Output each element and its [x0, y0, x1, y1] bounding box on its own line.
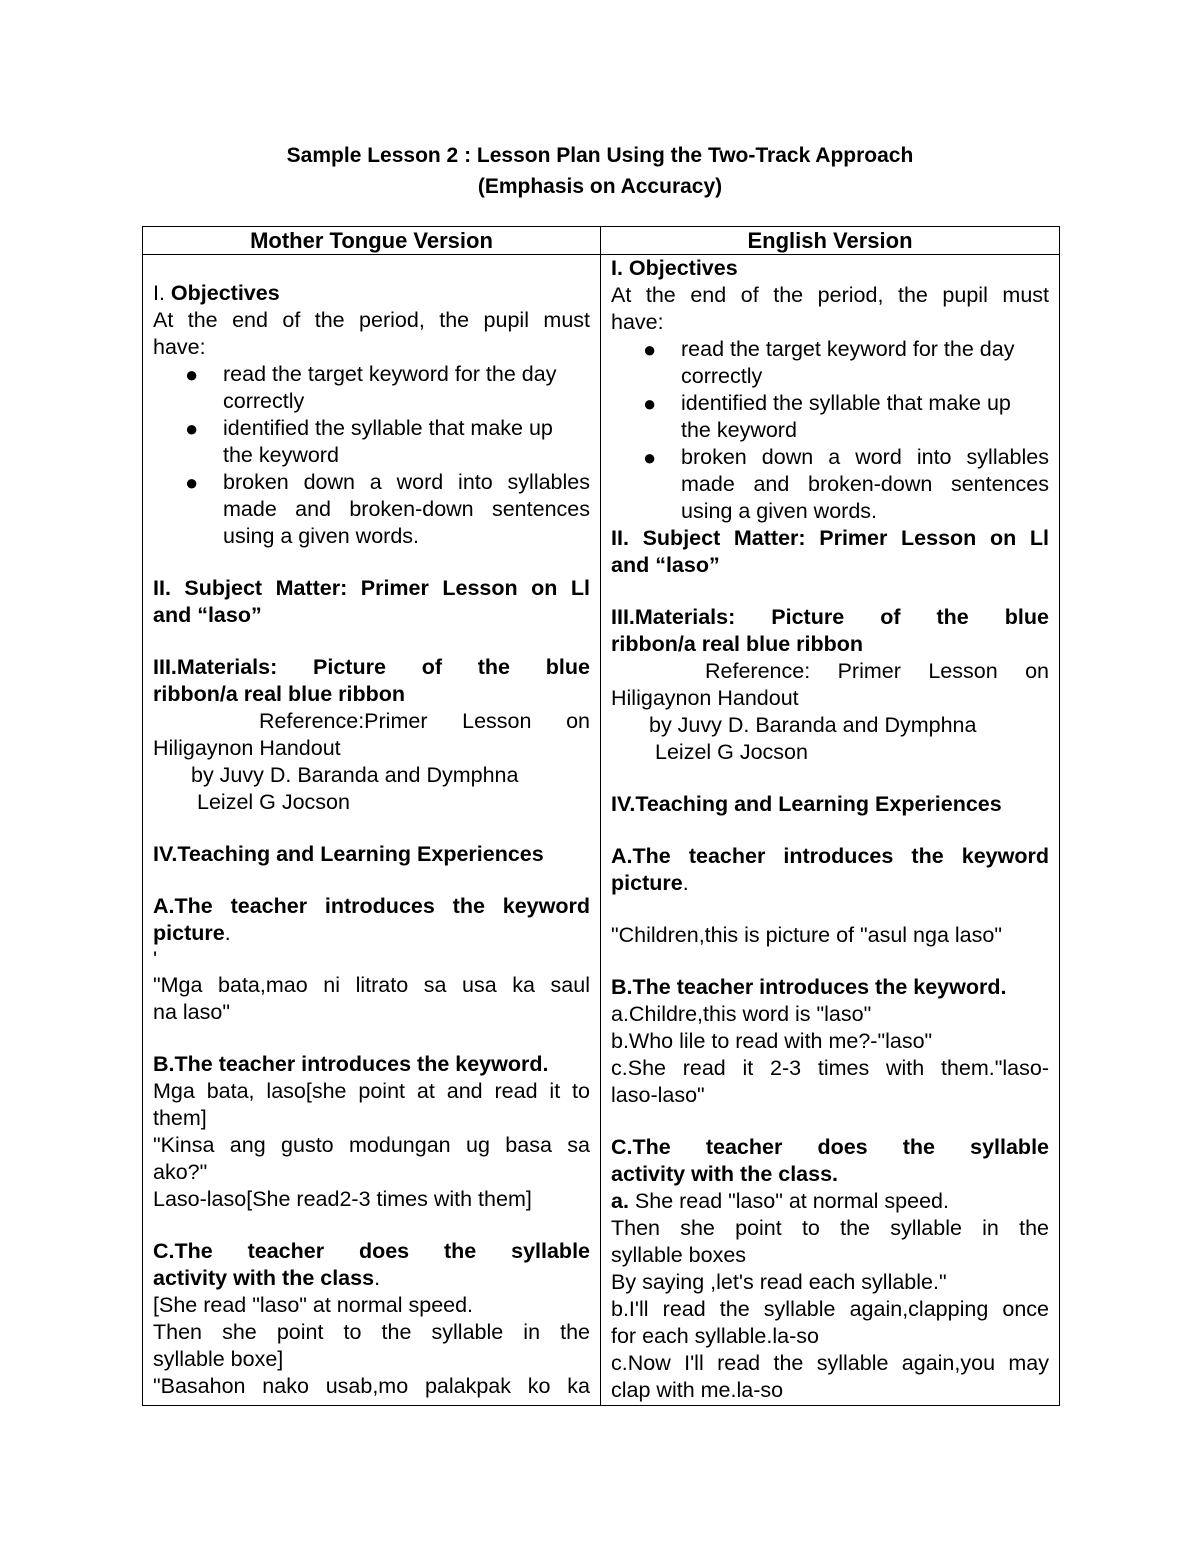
bullet-icon: ●	[643, 337, 657, 362]
right-section-b-line2: b.Who lile to read with me?-"laso"	[611, 1029, 933, 1053]
mother-tongue-cell	[143, 255, 601, 1406]
right-section-b-line1: a.Childre,this word is "laso"	[611, 1002, 872, 1026]
right-subject-matter-line1: II. Subject Matter: Primer Lesson on Ll	[611, 526, 1049, 550]
right-reference-line3: by Juvy D. Baranda and Dymphna	[649, 713, 977, 737]
list-item	[643, 444, 1049, 525]
list-item	[643, 390, 1049, 444]
left-section-a-dot: .	[224, 921, 231, 945]
left-section-c-dot: .	[374, 1266, 381, 1290]
right-reference-line1: Reference: Primer Lesson on	[705, 659, 1049, 683]
title-line-1: Sample Lesson 2 : Lesson Plan Using the Two-Track Approach	[286, 144, 914, 167]
right-section-a-quote: "Children,this is picture of "asul nga laso"	[611, 923, 1002, 947]
left-section-b-line4: ako?"	[153, 1160, 208, 1184]
left-section-c-line4: "Basahon nako usab,mo palakpak ko ka	[153, 1374, 590, 1398]
left-obj-title: Objectives	[170, 281, 280, 305]
list-item	[185, 469, 590, 550]
left-section-a-quote-line1: "Mga bata,mao ni litrato sa usa ka saul	[153, 973, 590, 997]
right-section-c-line2: Then she point to the syllable in the	[611, 1216, 1049, 1240]
left-section-a-title-line2	[153, 920, 590, 947]
left-reference-line1: Reference:Primer Lesson on	[259, 709, 590, 733]
left-objectives-heading	[153, 280, 590, 307]
right-section-b-title: B.The teacher introduces the keyword.	[611, 975, 1007, 999]
left-reference-line2: Hiligaynon Handout	[153, 736, 341, 760]
bullet-line: identified the syllable that make up	[223, 416, 553, 440]
right-section-c-line4: By saying ,let's read each syllable."	[611, 1270, 947, 1294]
document-title	[0, 140, 1200, 202]
right-section-b-line3: c.She read it 2-3 times with them."laso-	[611, 1056, 1049, 1080]
title-line-2: (Emphasis on Accuracy)	[477, 175, 723, 198]
right-reference-line2: Hiligaynon Handout	[611, 686, 799, 710]
list-item	[185, 415, 590, 469]
left-obj-prefix: I.	[153, 281, 171, 305]
bullet-line: broken down a word into syllables	[681, 445, 1049, 469]
left-materials-line1: III.Materials: Picture of the blue	[153, 655, 590, 679]
right-section-a-title-line2	[611, 870, 1049, 897]
left-section-a-tick: '	[153, 947, 158, 971]
bullet-icon: ●	[185, 416, 199, 441]
bullet-icon: ●	[185, 470, 199, 495]
bullet-line: broken down a word into syllables	[223, 470, 590, 494]
left-subject-matter-line2: and “laso”	[153, 603, 262, 627]
left-teaching-heading: IV.Teaching and Learning Experiences	[153, 842, 544, 866]
right-objectives-list	[611, 336, 1049, 525]
left-materials-line2: ribbon/a real blue ribbon	[153, 682, 406, 706]
left-section-b-line5: Laso-laso[She read2-3 times with them]	[153, 1187, 532, 1211]
bullet-line: using a given words.	[223, 524, 419, 548]
list-item	[185, 361, 590, 415]
left-section-a-title-word: picture	[153, 921, 225, 945]
bullet-line: correctly	[223, 389, 305, 413]
bullet-icon: ●	[643, 445, 657, 470]
table-body-row	[143, 255, 1060, 1406]
left-reference-line3: by Juvy D. Baranda and Dymphna	[191, 763, 519, 787]
right-section-c-title-line2: activity with the class.	[611, 1162, 839, 1186]
list-item	[643, 336, 1049, 390]
bullet-line: identified the syllable that make up	[681, 391, 1011, 415]
right-subject-matter-line2: and “laso”	[611, 553, 720, 577]
bullet-line: made and broken-down sentences	[681, 472, 1049, 496]
right-section-b-line4: laso-laso"	[611, 1083, 705, 1107]
english-content	[601, 255, 1059, 1405]
bullet-icon: ●	[185, 362, 199, 387]
bullet-line: read the target keyword for the day	[681, 337, 1015, 361]
right-section-c-line7: c.Now I'll read the syllable again,you may	[611, 1351, 1049, 1375]
header-mother-tongue: Mother Tongue Version	[143, 227, 601, 255]
right-section-c-line6: for each syllable.la-so	[611, 1324, 819, 1348]
table-header-row	[143, 227, 1060, 255]
header-english: English Version	[601, 227, 1060, 255]
mother-tongue-content	[143, 255, 600, 1405]
right-section-c-text: She read "laso" at normal speed.	[628, 1189, 949, 1213]
left-section-c-title-line1: C.The teacher does the syllable	[153, 1239, 590, 1263]
bullet-line: the keyword	[681, 418, 797, 442]
left-section-b-line3: "Kinsa ang gusto modungan ug basa sa	[153, 1133, 590, 1157]
left-section-a-title-line1: A.The teacher introduces the keyword	[153, 894, 590, 918]
right-section-c-title-line1: C.The teacher does the syllable	[611, 1135, 1049, 1159]
left-section-b-line2: them]	[153, 1106, 207, 1130]
left-reference-line4: Leizel G Jocson	[197, 790, 350, 814]
right-materials-line2: ribbon/a real blue ribbon	[611, 632, 864, 656]
right-section-c-line5: b.I'll read the syllable again,clapping once	[611, 1297, 1049, 1321]
right-teaching-heading: IV.Teaching and Learning Experiences	[611, 792, 1002, 816]
right-obj-intro-line2: have:	[611, 310, 664, 334]
bullet-line: using a given words.	[681, 499, 877, 523]
left-objectives-list	[153, 361, 590, 550]
right-section-a-dot: .	[682, 871, 689, 895]
right-materials-line1: III.Materials: Picture of the blue	[611, 605, 1049, 629]
right-section-c-label: a.	[611, 1189, 629, 1213]
right-section-a-title-word: picture	[611, 871, 683, 895]
bullet-line: made and broken-down sentences	[223, 497, 590, 521]
right-section-a-title-line1: A.The teacher introduces the keyword	[611, 844, 1049, 868]
lesson-plan-table	[142, 226, 1060, 1406]
right-reference-line4: Leizel G Jocson	[655, 740, 808, 764]
bullet-line: the keyword	[223, 443, 339, 467]
right-section-c-line1	[611, 1188, 1049, 1215]
bullet-line: read the target keyword for the day	[223, 362, 557, 386]
bullet-line: correctly	[681, 364, 763, 388]
right-obj-intro-line1: At the end of the period, the pupil must	[611, 283, 1049, 307]
left-obj-intro-line2: have:	[153, 335, 206, 359]
left-section-c-line2: Then she point to the syllable in the	[153, 1320, 590, 1344]
left-section-c-line1: [She read "laso" at normal speed.	[153, 1293, 474, 1317]
left-section-c-title-line2	[153, 1265, 590, 1292]
left-subject-matter-line1: II. Subject Matter: Primer Lesson on Ll	[153, 576, 590, 600]
left-section-c-title-word: activity with the class	[153, 1266, 375, 1290]
bullet-icon: ●	[643, 391, 657, 416]
left-section-b-line1: Mga bata, laso[she point at and read it to	[153, 1079, 590, 1103]
left-obj-intro-line1: At the end of the period, the pupil must	[153, 308, 590, 332]
left-section-c-line3: syllable boxe]	[153, 1347, 284, 1371]
right-section-c-line8: clap with me.la-so	[611, 1378, 784, 1402]
left-section-a-quote-line2: na laso"	[153, 1000, 230, 1024]
right-section-c-line3: syllable boxes	[611, 1243, 747, 1267]
right-objectives-heading: I. Objectives	[611, 256, 738, 280]
english-cell	[601, 255, 1060, 1406]
left-section-b-title: B.The teacher introduces the keyword.	[153, 1052, 549, 1076]
